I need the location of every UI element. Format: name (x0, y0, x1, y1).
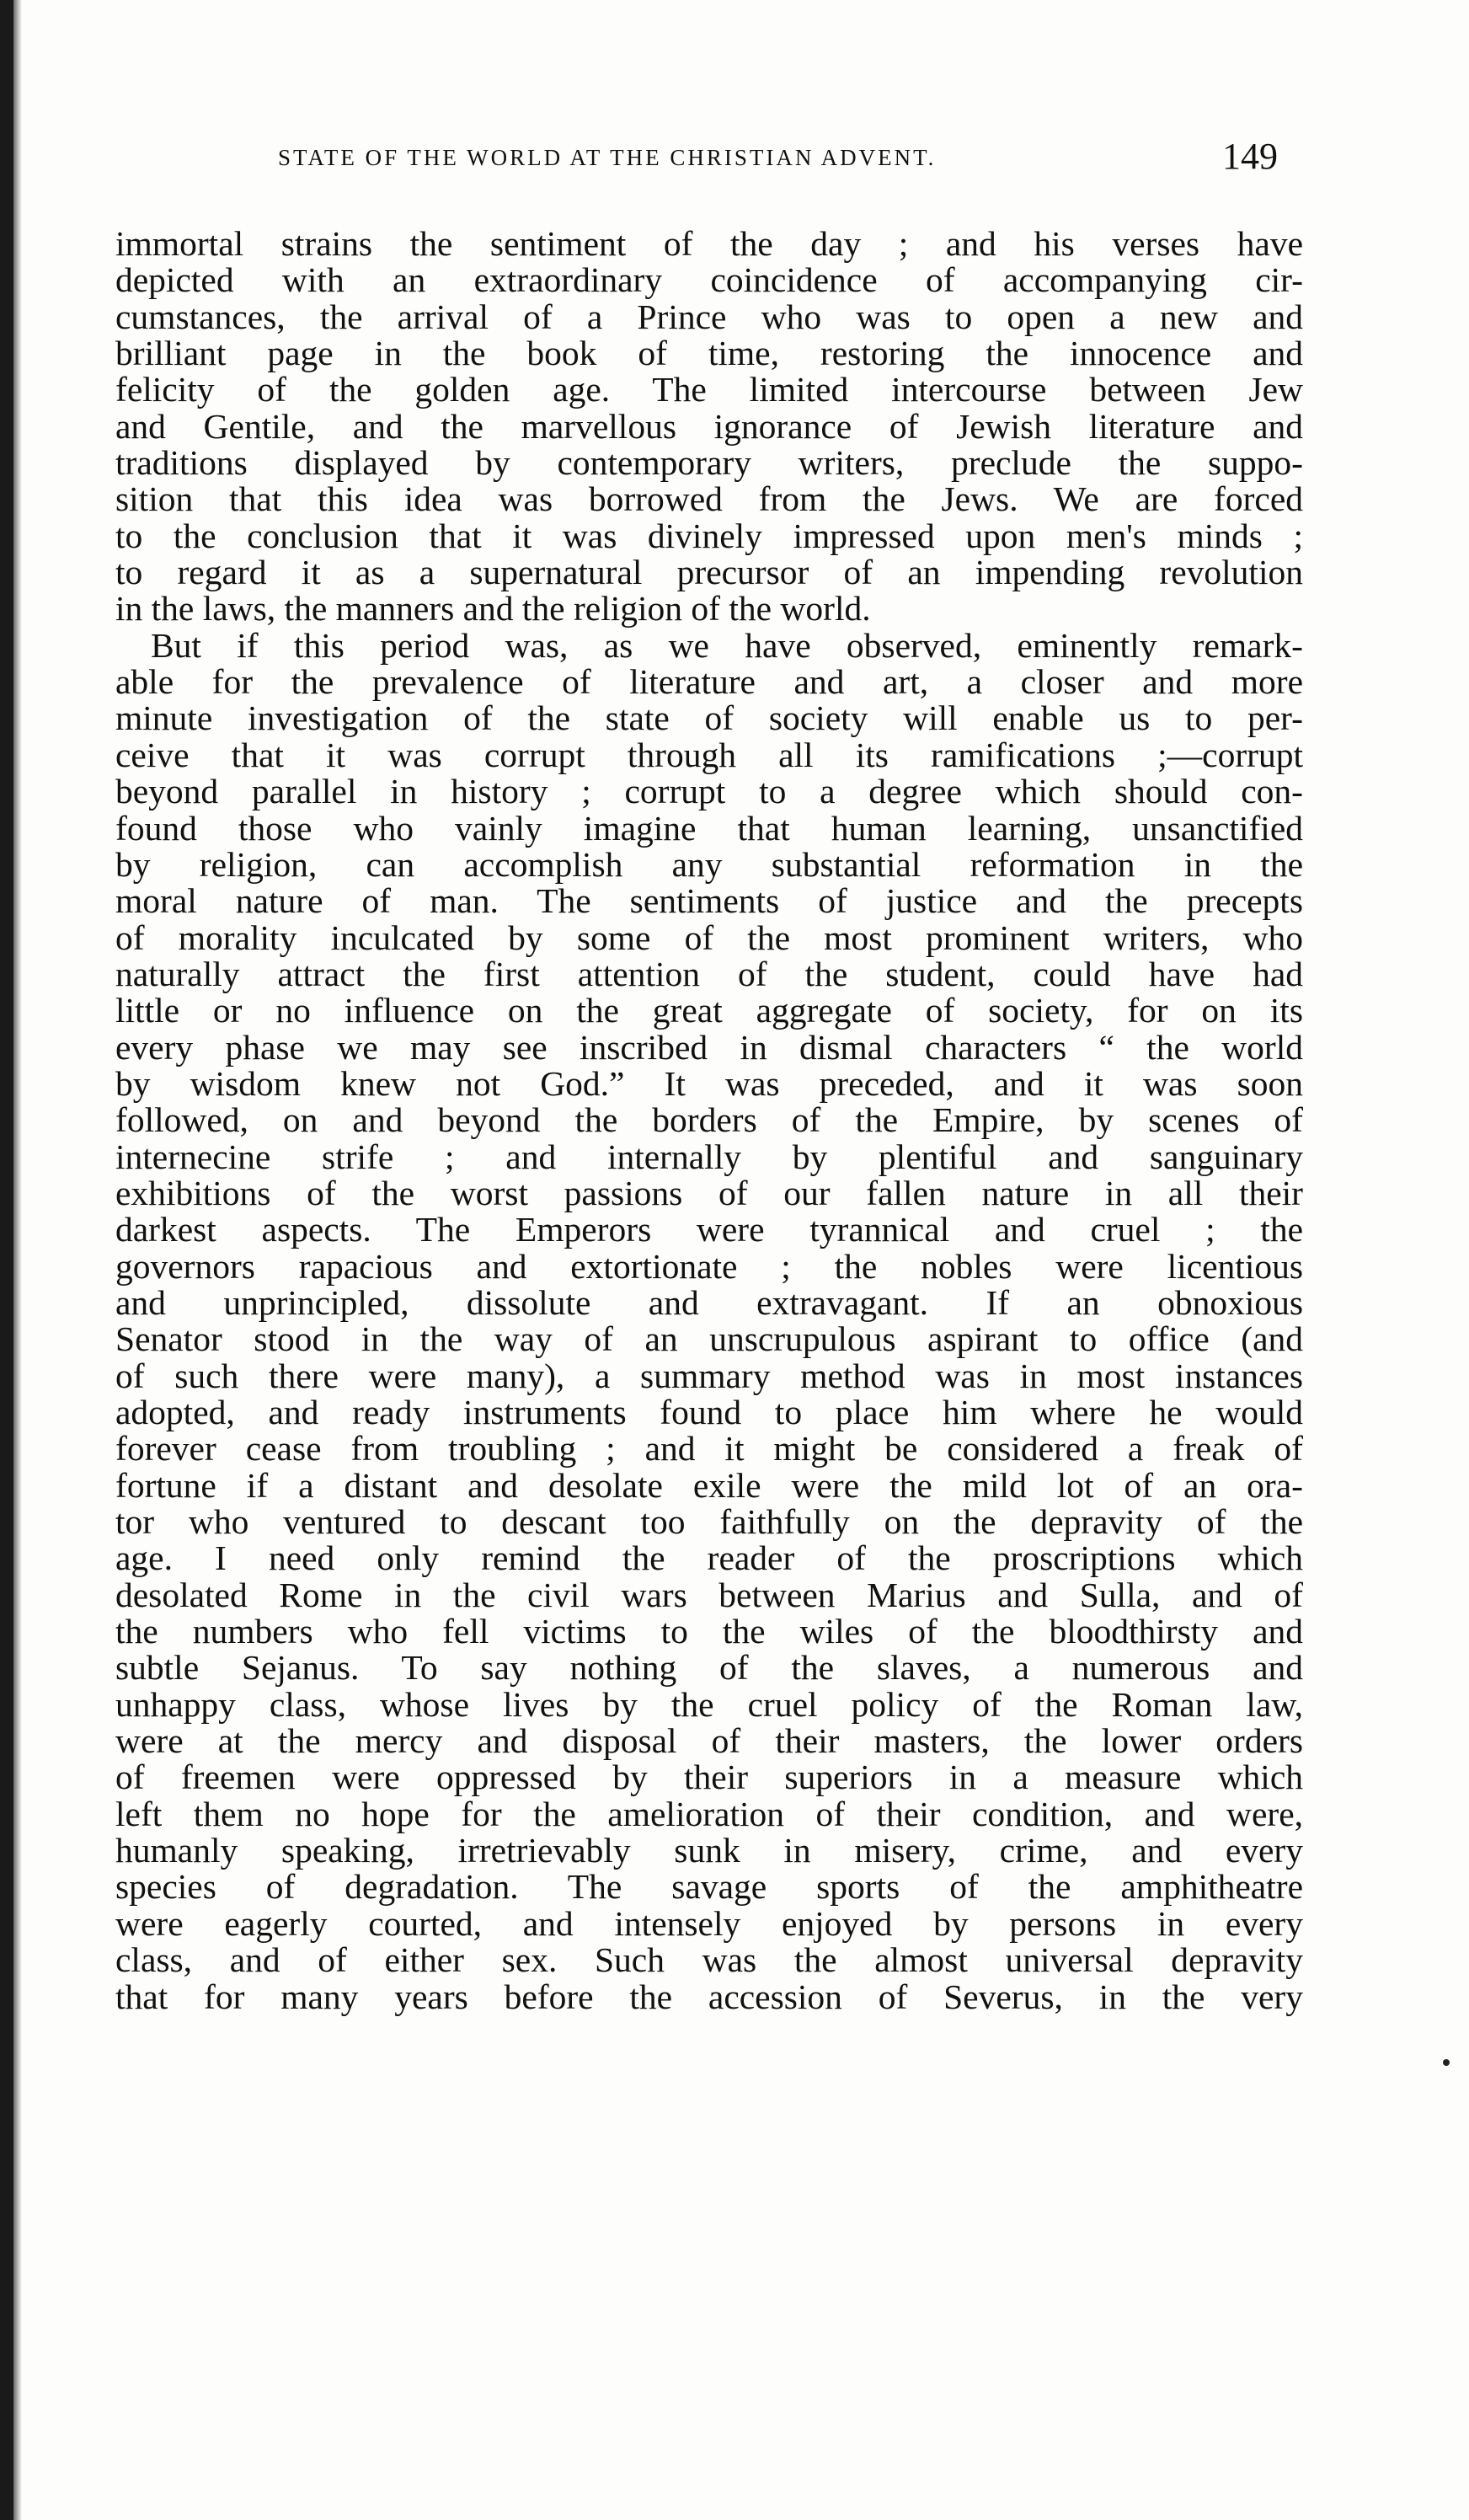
text-line: desolated Rome in the civil wars between Marius and Sulla, and of (115, 1575, 1303, 1614)
text-line: that for many years before the accession of Severus, in the very (115, 1977, 1303, 2016)
text-line: age. I need only remind the reader of the proscriptions which (115, 1538, 1303, 1578)
text-line: fortune if a distant and desolate exile were the mild lot of an ora- (115, 1465, 1303, 1505)
text-line: left them no hope for the amelioration of their condition, and were, (115, 1794, 1303, 1833)
text-line: governors rapacious and extortionate ; the nobles were licentious (115, 1246, 1303, 1286)
text-line: little or no influence on the great aggregate of society, for on its (115, 991, 1303, 1030)
text-line: traditions displayed by contemporary writers, preclude the suppo- (115, 443, 1303, 483)
text-line: able for the prevalence of literature and art, a closer and more (115, 662, 1303, 702)
text-line: adopted, and ready instruments found to place him where he would (115, 1393, 1303, 1431)
text-line: ceive that it was corrupt through all its ramifications ;—corrupt (115, 735, 1303, 774)
text-line: exhibitions of the worst passions of our fallen nature in all their (115, 1173, 1303, 1212)
text-line: of freemen were oppressed by their superiors in a measure which (115, 1758, 1303, 1797)
text-line: were at the mercy and disposal of their masters, the lower orders (115, 1721, 1303, 1761)
text-line: beyond parallel in history ; corrupt to a degree which should con- (115, 772, 1303, 811)
text-line: by wisdom knew not God.” It was preceded, and it was soon (115, 1063, 1303, 1103)
body-text (115, 226, 1303, 2015)
text-line: naturally attract the first attention of the student, could have had (115, 954, 1303, 993)
text-line: internecine strife ; and internally by plentiful and sanguinary (115, 1137, 1303, 1176)
text-line: to the conclusion that it was divinely impressed upon men's minds ; (115, 516, 1303, 555)
text-line: by religion, can accomplish any substantial reformation in the (115, 844, 1303, 884)
text-line: felicity of the golden age. The limited intercourse between Jew (115, 370, 1303, 409)
text-line: But if this period was, as we have observed, eminently remark- (151, 625, 1303, 665)
text-line: of morality inculcated by some of the most prominent writers, who (115, 918, 1303, 957)
text-line: were eagerly courted, and intensely enjoyed by persons in every (115, 1903, 1303, 1943)
text-line: minute investigation of the state of society will enable us to per- (115, 698, 1303, 738)
text-line: cumstances, the arrival of a Prince who was to open a new and (115, 297, 1303, 336)
text-line: in the laws, the manners and the religion of the world. (115, 589, 871, 629)
text-line: every phase we may see inscribed in dismal characters “ the world (115, 1027, 1303, 1067)
text-line: Senator stood in the way of an unscrupulous aspirant to office (and (115, 1319, 1303, 1359)
text-line: class, and of either sex. Such was the almost universal depravity (115, 1940, 1303, 1980)
page-binding-shadow (13, 0, 22, 2520)
text-line: depicted with an extraordinary coincidence of accompanying cir- (115, 260, 1303, 300)
text-line: subtle Sejanus. To say nothing of the slaves, a numerous and (115, 1648, 1303, 1688)
text-line: followed, on and beyond the borders of the Empire, by scenes of (115, 1100, 1303, 1140)
text-line: and unprincipled, dissolute and extravagant. If an obnoxious (115, 1282, 1303, 1322)
page-binding-edge (0, 0, 13, 2520)
text-line: brilliant page in the book of time, restoring the innocence and (115, 334, 1303, 373)
running-header: STATE OF THE WORLD AT THE CHRISTIAN ADVENT. (278, 145, 937, 170)
text-line: tor who ventured to descant too faithfully on the depravity of the (115, 1502, 1303, 1542)
text-line: immortal strains the sentiment of the day ; and his verses have (115, 224, 1303, 263)
text-line: darkest aspects. The Emperors were tyrannical and cruel ; the (115, 1210, 1303, 1249)
text-line: unhappy class, whose lives by the cruel policy of the Roman law, (115, 1684, 1303, 1724)
text-line: moral nature of man. The sentiments of justice and the precepts (115, 881, 1303, 921)
text-line: of such there were many), a summary method was in most instances (115, 1356, 1303, 1395)
text-line: species of degradation. The savage sports of the amphitheatre (115, 1867, 1303, 1907)
page-number: 149 (1222, 136, 1278, 177)
text-line: forever cease from troubling ; and it might be considered a freak of (115, 1429, 1303, 1469)
text-line: sition that this idea was borrowed from the Jews. We are forced (115, 479, 1303, 519)
text-line: to regard it as a supernatural precursor of an impending revolution (115, 553, 1303, 592)
text-line: the numbers who fell victims to the wiles of the bloodthirsty and (115, 1612, 1303, 1651)
text-line: and Gentile, and the marvellous ignorance of Jewish literature and (115, 406, 1303, 446)
margin-speck (1443, 2059, 1450, 2066)
text-line: found those who vainly imagine that human learning, unsanctified (115, 808, 1303, 848)
text-line: humanly speaking, irretrievably sunk in misery, crime, and every (115, 1831, 1303, 1870)
